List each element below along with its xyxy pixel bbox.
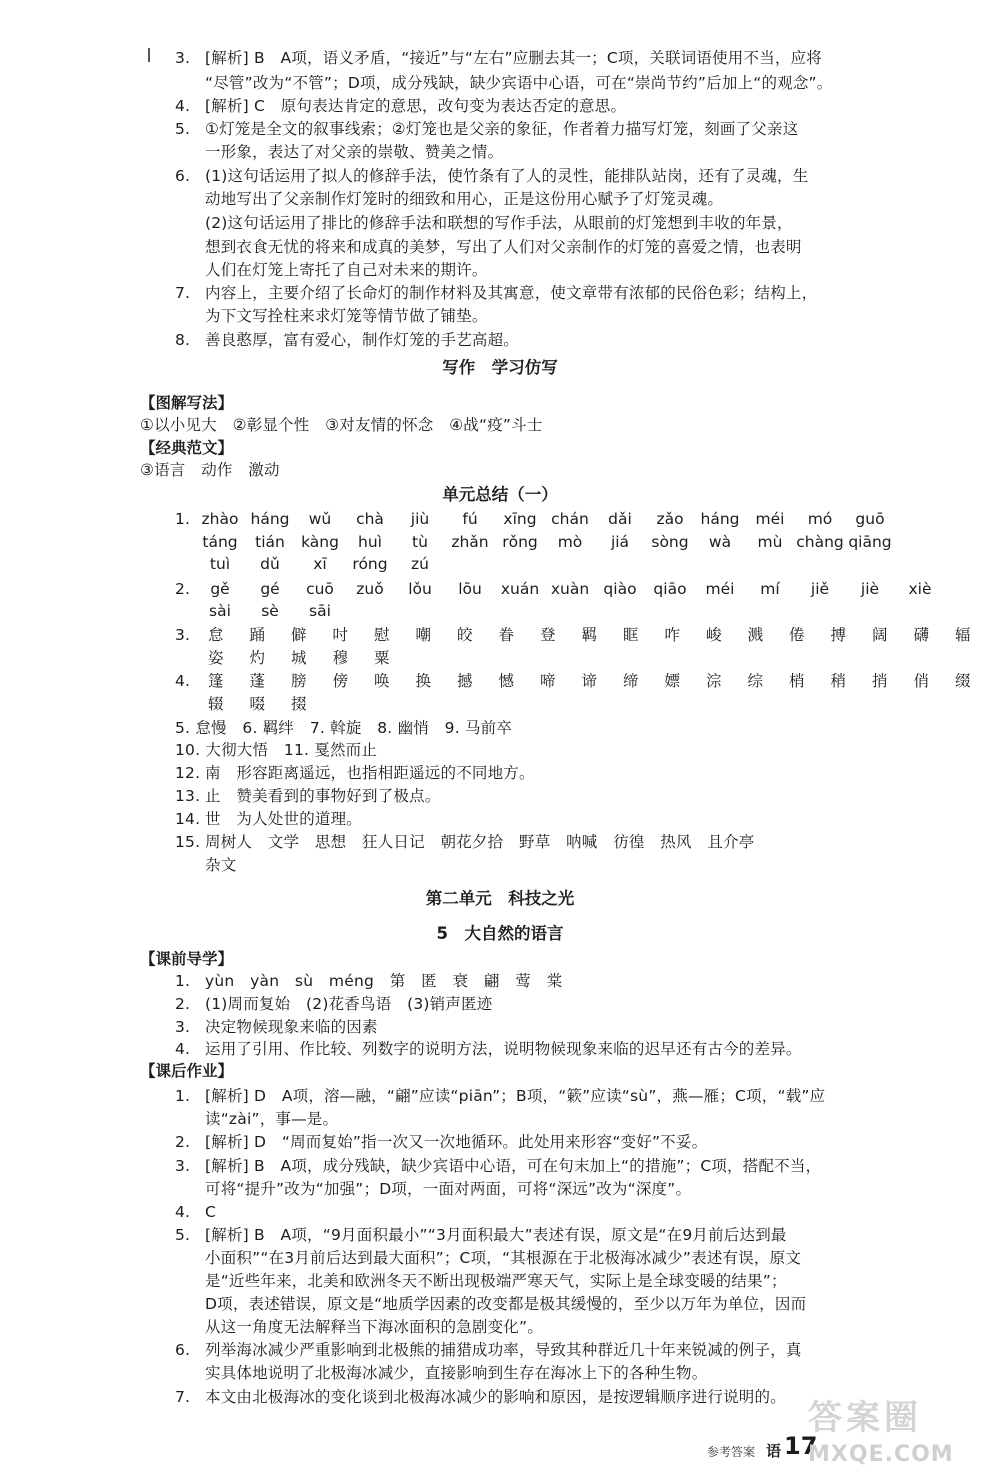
post-q4-line-1: 4. C	[175, 1203, 217, 1221]
post-q2-line-1: 2. [解析] D “周而复始”指一次又一次地循环。此处用来形容“变好”不妥。	[175, 1133, 708, 1151]
character-item: 淙	[705, 672, 722, 690]
pinyin-item: guō	[855, 510, 885, 528]
character-item: 眶	[622, 626, 639, 644]
post-q5-line-4: D项，表述错误，原文是“地质学因素的改变都是极其缓慢的，至少以万年为单位，因而	[205, 1295, 807, 1313]
pinyin-item: dǎi	[608, 510, 632, 528]
pinyin-item: sòng	[651, 533, 689, 551]
pinyin-item: sāi	[309, 602, 331, 620]
summary-q2-row-2	[195, 600, 345, 622]
post-class-tag: 【课后作业】	[140, 1062, 234, 1080]
summary-q15-line-1: 15. 周树人 文学 思想 狂人日记 朝花夕拾 野草 呐喊 彷徨 热风 且介亭	[175, 833, 755, 851]
summary-q4-num: 4.	[175, 672, 191, 690]
pinyin-item: qiào	[603, 580, 637, 598]
post-q6-line-1: 6. 列举海冰减少严重影响到北极熊的捕猎成功率，导致其种群近几十年来锐减的例子，真	[175, 1341, 802, 1359]
pinyin-item: jiá	[610, 533, 630, 551]
pinyin-item: huì	[358, 533, 382, 551]
character-item: 吋	[332, 626, 348, 644]
summary-q4-row-2	[195, 693, 320, 715]
character-item: 憾	[498, 672, 514, 690]
character-item: 灼	[249, 649, 265, 667]
pinyin-item: méi	[755, 510, 785, 528]
summary-q12: 12. 南 形容距离遥远，也指相距遥远的不同地方。	[175, 764, 535, 782]
pinyin-item: tuì	[209, 555, 231, 573]
margin-mark	[148, 48, 150, 62]
answer-7-line-1: 7. 内容上，主要介绍了长命灯的制作材料及其寓意，使文章带有浓郁的民俗色彩；结构上，	[175, 284, 818, 302]
character-item: 啜	[249, 695, 265, 713]
post-q1-line-2: 读“zài”，事—是。	[205, 1110, 339, 1128]
post-q5-line-5: 从这一角度无法解释当下海冰面积的急剧变化”。	[205, 1318, 543, 1336]
post-q5-line-1: 5. [解析] B A项，“9月面积最小”“3月面积最大”表述有误，原文是“在9月前后达到最	[175, 1226, 787, 1244]
character-item: 城	[290, 649, 307, 667]
pinyin-item: xiè	[908, 580, 932, 598]
answer-8-line-1: 8. 善良憨厚，富有爱心，制作灯笼的手艺高超。	[175, 331, 520, 349]
character-item: 羁	[581, 626, 597, 644]
character-item: 登	[539, 626, 556, 644]
character-item: 辐	[954, 626, 971, 644]
writing-tag-model: 【经典范文】	[140, 439, 234, 457]
character-item: 皎	[456, 626, 473, 644]
pinyin-item: mí	[760, 580, 780, 598]
character-item: 篷	[207, 672, 224, 690]
pre-q2: 2. (1)周而复始 (2)花香鸟语 (3)销声匿迹	[175, 995, 493, 1013]
character-item: 僻	[290, 626, 307, 644]
character-item: 啼	[539, 672, 556, 690]
pinyin-item: lǒu	[408, 580, 432, 598]
pinyin-item: zǎo	[656, 510, 684, 528]
character-item: 踊	[249, 626, 265, 644]
pre-class-tag: 【课前导学】	[140, 950, 234, 968]
answer-5-line-1: 5. ①灯笼是全文的叙事线索；②灯笼也是父亲的象征，作者着力描写灯笼，刻画了父亲这	[175, 120, 799, 138]
answer-7-line-2: 为下文写拴柱来求灯笼等情节做了铺垫。	[205, 307, 488, 325]
answer-3-line-1: 3. [解析] B A项，语义矛盾，“接近”与“左右”应删去其一；C项，关联词语使用不当，应将	[175, 49, 823, 67]
character-item: 搏	[830, 626, 846, 644]
pinyin-item: mò	[557, 533, 583, 551]
pre-q4: 4. 运用了引用、作比较、列数字的说明方法，说明物候现象来临的迟早还有古今的差异。	[175, 1040, 802, 1058]
post-q3-line-1: 3. [解析] B A项，成分残缺，缺少宾语中心语，可在句末加上“的措施”；C项，搭配不当，	[175, 1157, 822, 1175]
pinyin-item: dǔ	[260, 555, 280, 573]
answer-3-line-2: “尽管”改为“不管”；D项，成分残缺，缺少宾语中心语，可在“崇尚节约”后加上“的观念”。	[205, 74, 833, 92]
character-item: 粟	[373, 649, 390, 667]
character-item: 礴	[913, 626, 929, 644]
pinyin-item: tián	[255, 533, 285, 551]
character-item: 综	[747, 672, 763, 690]
pinyin-item: xuán	[500, 580, 540, 598]
pinyin-item: sài	[209, 602, 231, 620]
pinyin-item: zhǎn	[451, 533, 489, 551]
answer-6-line-2: 动地写出了父亲制作灯笼时的细致和用心，正是这份用心赋予了灯笼灵魂。	[205, 190, 724, 208]
character-item: 缀	[954, 672, 971, 690]
writing-heading: 写作 学习仿写	[442, 358, 558, 377]
character-item: 嫖	[664, 672, 680, 690]
pinyin-item: qiāng	[848, 533, 892, 551]
pinyin-item: háng	[700, 510, 740, 528]
pinyin-item: zhào	[201, 510, 239, 528]
pinyin-item: tù	[412, 533, 428, 551]
pinyin-item: jiě	[810, 580, 830, 598]
post-q1-line-1: 1. [解析] D A项，溶—融，“翩”应读“piān”；B项，“簌”应读“sù”，燕—雁；C项，“载”应	[175, 1087, 826, 1105]
pinyin-item: fú	[462, 510, 478, 528]
pinyin-item: háng	[250, 510, 290, 528]
post-q7-line-1: 7. 本文由北极海冰的变化谈到北极海冰减少的影响和原因，是按逻辑顺序进行说明的。	[175, 1388, 786, 1406]
pinyin-item: mó	[807, 510, 833, 528]
summary-q4-row-1	[195, 670, 984, 692]
character-item: 换	[415, 672, 431, 690]
post-q3-line-2: 可将“提升”改为“加强”；D项，一面对两面，可将“深远”改为“深度”。	[205, 1180, 692, 1198]
summary-q15-line-2: 杂文	[205, 856, 237, 874]
answer-6-line-1: 6. (1)这句话运用了拟人的修辞手法，使竹条有了人的灵性，能排队站岗，还有了灵魂，生	[175, 167, 809, 185]
summary-q1-row-3	[195, 553, 445, 575]
pinyin-item: cuō	[306, 580, 334, 598]
character-item: 慰	[373, 626, 390, 644]
unit-summary-heading: 单元总结（一）	[442, 485, 558, 504]
pinyin-item: rǒng	[502, 533, 538, 551]
page-number: 17	[784, 1432, 818, 1460]
writing-tag-graphic: 【图解写法】	[140, 394, 234, 412]
summary-q5-9: 5. 怠慢 6. 羁绊 7. 斡旋 8. 幽悄 9. 马前卒	[175, 719, 513, 737]
pinyin-item: xuàn	[550, 580, 590, 598]
character-item: 眷	[498, 626, 514, 644]
character-item: 缔	[622, 672, 639, 690]
summary-q13: 13. 止 赞美看到的事物好到了极点。	[175, 787, 441, 805]
pinyin-item: zú	[411, 555, 429, 573]
pinyin-item: jiè	[860, 580, 880, 598]
character-item: 谛	[581, 672, 597, 690]
character-item: 膀	[290, 672, 307, 690]
summary-q1-row-1	[195, 508, 895, 530]
character-item: 溅	[747, 626, 763, 644]
character-item: 阔	[871, 626, 888, 644]
pinyin-item: mù	[757, 533, 783, 551]
character-item: 蓬	[249, 672, 265, 690]
character-item: 姿	[207, 649, 224, 667]
character-item: 稍	[830, 672, 846, 690]
pinyin-item: jiù	[410, 510, 430, 528]
pinyin-item: lōu	[458, 580, 482, 598]
summary-q1-num: 1.	[175, 510, 191, 528]
answer-5-line-2: 一形象，表达了对父亲的崇敬、赞美之情。	[205, 143, 504, 161]
character-item: 怠	[207, 626, 224, 644]
pinyin-item: wà	[708, 533, 732, 551]
pinyin-item: xī	[313, 555, 327, 573]
character-item: 撼	[456, 672, 473, 690]
character-item: 嘲	[415, 626, 431, 644]
summary-q3-num: 3.	[175, 626, 191, 644]
character-item: 穆	[332, 649, 348, 667]
pinyin-item: chà	[356, 510, 384, 528]
lesson-heading: 5 大自然的语言	[436, 924, 564, 943]
answer-4-line-1: 4. [解析] C 原句表达肯定的意思，改句变为表达否定的意思。	[175, 97, 627, 115]
summary-q3-row-1	[195, 624, 984, 646]
unit2-heading: 第二单元 科技之光	[425, 889, 575, 908]
writing-line-1: ①以小见大 ②彰显个性 ③对友情的怀念 ④战“疫”斗士	[140, 416, 543, 434]
summary-q10-11: 10. 大彻大悟 11. 戛然而止	[175, 741, 378, 759]
pinyin-item: kàng	[301, 533, 339, 551]
summary-q14: 14. 世 为人处世的道理。	[175, 810, 363, 828]
pinyin-item: méi	[705, 580, 735, 598]
character-item: 傍	[332, 672, 348, 690]
post-q5-line-2: 小面积”“在3月前后达到最大面积”；C项，“其根源在于北极海冰减少”表述有误，原文	[205, 1249, 802, 1267]
pinyin-item: sè	[261, 602, 279, 620]
pinyin-item: chán	[551, 510, 589, 528]
summary-q2-num: 2.	[175, 580, 191, 598]
post-q5-line-3: 是“近些年来，北美和欧洲冬天不断出现极端严寒天气，实际上是全球变暖的结果”；	[205, 1272, 787, 1290]
pinyin-item: gé	[260, 580, 280, 598]
post-q6-line-2: 实具体地说明了北极海冰减少，直接影响到生存在海冰上下的各种生物。	[205, 1364, 708, 1382]
watermark-url: MXQE.COM	[808, 1442, 954, 1467]
answer-6-line-4: 想到衣食无忧的将来和成真的美梦，写出了人们对父亲制作的灯笼的喜爱之情，也表明	[205, 238, 802, 256]
pinyin-item: chàng	[796, 533, 844, 551]
summary-q1-row-2	[195, 531, 895, 553]
pinyin-item: qiāo	[653, 580, 687, 598]
character-item: 咋	[664, 626, 680, 644]
character-item: 峻	[705, 626, 722, 644]
character-item: 唤	[373, 672, 390, 690]
watermark-logo	[808, 1398, 998, 1470]
character-item: 辍	[207, 695, 224, 713]
character-item: 梢	[788, 672, 805, 690]
character-item: 掇	[290, 695, 307, 713]
character-item: 俏	[913, 672, 929, 690]
pinyin-item: xīng	[503, 510, 537, 528]
character-item: 捎	[871, 672, 888, 690]
watermark-text: 答案圈	[808, 1398, 922, 1438]
summary-q2-row-1	[195, 578, 945, 600]
writing-line-2: ③语言 动作 激动	[140, 461, 280, 479]
pre-q1: 1. yùn yàn sù méng 第 匿 衰 翩 莺 棠	[175, 972, 563, 990]
character-item: 倦	[788, 626, 805, 644]
pinyin-item: táng	[202, 533, 238, 551]
pinyin-item: róng	[352, 555, 388, 573]
pinyin-item: gě	[210, 580, 230, 598]
answer-6-line-5: 人们在灯笼上寄托了自己对未来的期许。	[205, 261, 488, 279]
answer-6-line-3: (2)这句话运用了排比的修辞手法和联想的写作手法，从眼前的灯笼想到丰收的年景，	[205, 214, 793, 232]
summary-q3-row-2	[195, 647, 403, 669]
pinyin-item: zuǒ	[356, 580, 384, 598]
pinyin-item: wǔ	[308, 510, 332, 528]
footer-subject: 语	[766, 1442, 782, 1460]
footer-label: 参考答案	[707, 1445, 756, 1459]
pre-q3: 3. 决定物候现象来临的因素	[175, 1018, 378, 1036]
